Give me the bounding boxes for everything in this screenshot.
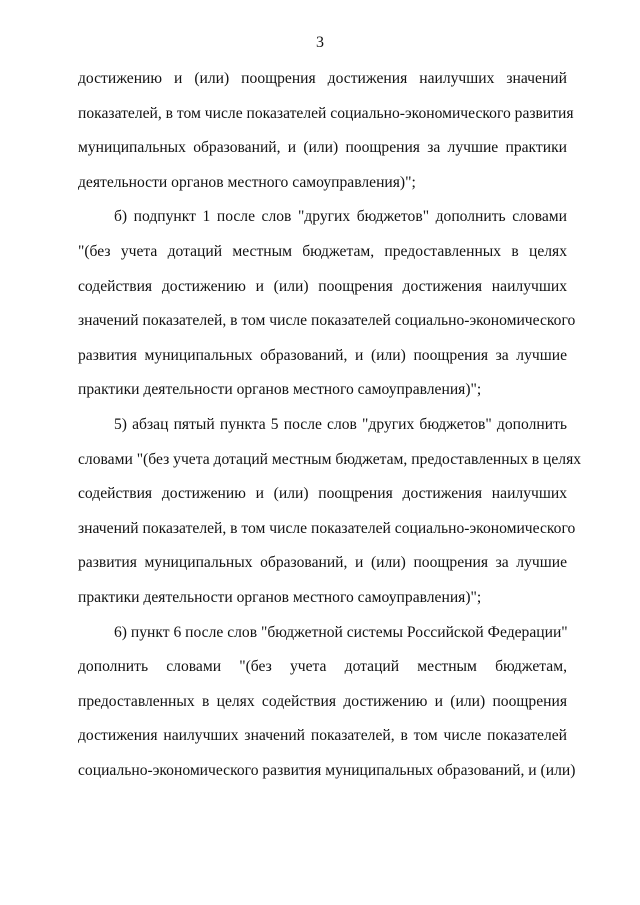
paragraph [78, 62, 574, 200]
text-line: содействия достижению и (или) поощрения достижения наилучших [78, 485, 567, 503]
paragraph [78, 616, 576, 789]
text-line: значений показателей, в том числе показателей социально-экономического [78, 312, 576, 330]
text-line: 6) пункт 6 после слов "бюджетной системы Российской Федерации" [114, 623, 568, 641]
text-line: б) подпункт 1 после слов "других бюджетов" дополнить словами [114, 208, 567, 226]
text-line: деятельности органов местного самоуправления)"; [78, 173, 416, 191]
text-line: "(без учета дотаций местным бюджетам, предоставленных в целях [78, 242, 567, 260]
text-line: достижения наилучших значений показателей, в том числе показателей [78, 727, 567, 745]
page-number: 3 [316, 34, 324, 51]
text-line: содействия достижению и (или) поощрения достижения наилучших [78, 277, 567, 295]
text-line: муниципальных образований, и (или) поощрения за лучшие практики [78, 139, 567, 157]
paragraph [78, 200, 576, 408]
text-line: показателей, в том числе показателей социально-экономического развития [78, 104, 574, 122]
text-line: развития муниципальных образований, и (или) поощрения за лучшие [78, 346, 567, 364]
document-body [78, 62, 582, 788]
text-line: значений показателей, в том числе показателей социально-экономического [78, 519, 576, 537]
paragraph [78, 408, 582, 616]
text-line: дополнить словами "(без учета дотаций местным бюджетам, [78, 658, 567, 676]
text-line: предоставленных в целях содействия достижению и (или) поощрения [78, 692, 567, 710]
text-line: практики деятельности органов местного самоуправления)"; [78, 588, 482, 606]
text-line: достижению и (или) поощрения достижения наилучших значений [78, 70, 567, 87]
text-line: 5) абзац пятый пункта 5 после слов "других бюджетов" дополнить [114, 415, 567, 433]
text-line: словами "(без учета дотаций местным бюджетам, предоставленных в целях [78, 450, 582, 468]
text-line: практики деятельности органов местного самоуправления)"; [78, 381, 482, 399]
text-line: социально-экономического развития муниципальных образований, и (или) [78, 761, 576, 779]
text-line: развития муниципальных образований, и (или) поощрения за лучшие [78, 554, 567, 572]
